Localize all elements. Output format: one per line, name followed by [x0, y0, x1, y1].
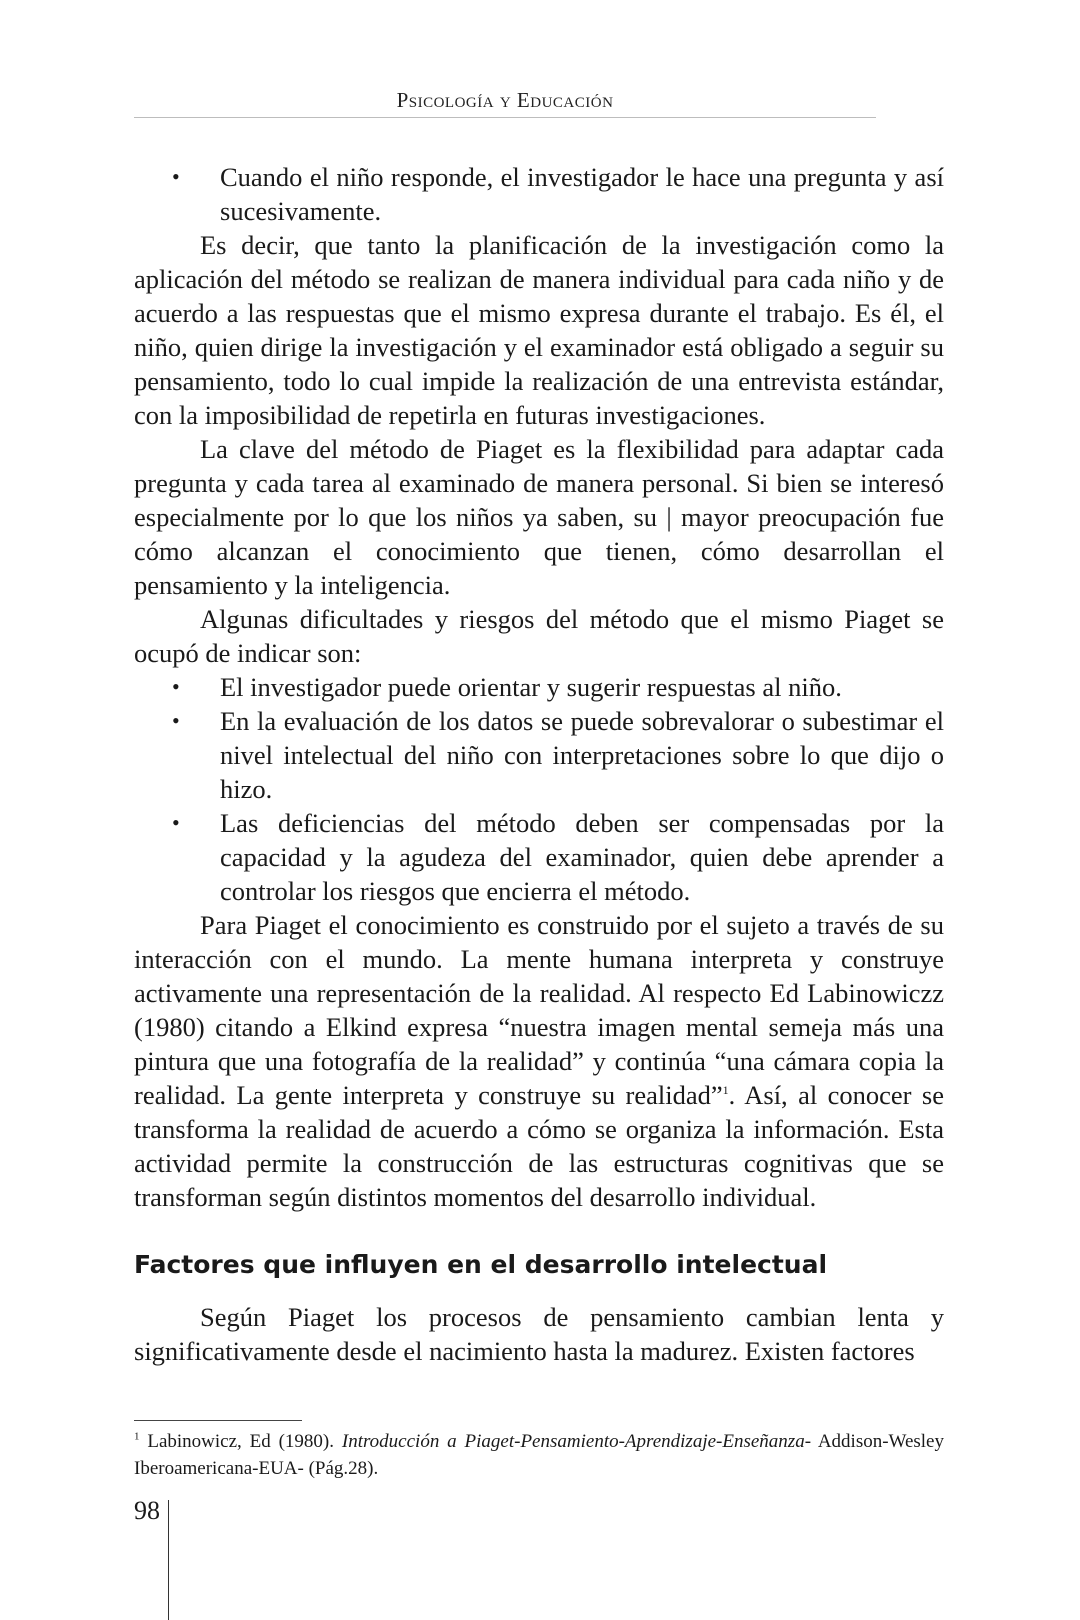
- list-item-text: Las deficiencias del método deben ser compensadas por la capacidad y la agudeza del examinador, quien debe aprender a controlar los riesgos que encierra el método.: [220, 808, 944, 906]
- page-number-rule: [168, 1500, 169, 1620]
- list-item: [134, 704, 944, 806]
- footnote-marker: 1: [134, 1430, 140, 1443]
- section-heading: Factores que influyen en el desarrollo intelectual: [134, 1250, 828, 1279]
- list-item: [134, 160, 944, 228]
- paragraph-text-continued: . Así, al conocer se transforma la realidad de acuerdo a cómo se organiza la información. Esta actividad permite la construcción de las estructuras cognitivas que se transforman según distintos momentos del desarrollo individual.: [134, 1080, 944, 1212]
- footnote-title: Introducción a Piaget-Pensamiento-Aprendizaje-Enseñanza-: [341, 1431, 812, 1452]
- bullet-icon: •: [172, 164, 180, 189]
- bullet-icon: •: [172, 708, 180, 733]
- list-item-text: El investigador puede orientar y sugerir respuestas al niño.: [220, 672, 842, 702]
- footnote-divider: [134, 1420, 302, 1421]
- paragraph: Algunas dificultades y riesgos del método que el mismo Piaget se ocupó de indicar son:: [134, 604, 944, 668]
- footnote-publisher: Addison-Wesley Iberoamericana-EUA- (Pág.28).: [134, 1431, 944, 1479]
- running-head: Psicología y Educación: [396, 88, 614, 112]
- footnote-reference[interactable]: 1: [722, 1083, 729, 1098]
- list-item: [134, 670, 944, 704]
- section-paragraph: Según Piaget los procesos de pensamiento cambian lenta y significativamente desde el nacimiento hasta la madurez. Existen factores: [134, 1302, 944, 1366]
- bullet-list-risks: [134, 670, 944, 908]
- bullet-icon: •: [172, 810, 180, 835]
- list-item: [134, 806, 944, 908]
- bullet-icon: •: [172, 674, 180, 699]
- page-number: 98: [134, 1496, 160, 1525]
- paragraph-with-footnote-ref: [134, 908, 944, 1214]
- list-item-text: Cuando el niño responde, el investigador le hace una pregunta y así sucesivamente.: [220, 162, 944, 226]
- footnote-author: Labinowicz, Ed (1980).: [147, 1431, 342, 1452]
- header-divider: [134, 117, 876, 118]
- footnote: [134, 1428, 944, 1482]
- paragraph: La clave del método de Piaget es la flexibilidad para adaptar cada pregunta y cada tarea al examinado de manera personal. Si bien se interesó especialmente por lo que los niños ya saben, su | mayor preocupación fue cómo alcanzan el conocimiento que tienen, cómo desarrollan el pensamiento y la inteligencia.: [134, 434, 944, 600]
- page-body: [134, 160, 944, 1368]
- paragraph-text: Para Piaget el conocimiento es construido por el sujeto a través de su interacción con el mundo. La mente humana interpreta y construye activamente una representación de la realidad. Al respecto Ed Labinowiczz (1980) citando a Elkind expresa “nuestra imagen mental semeja más una pintura que una fotografía de la realidad” y continúa “una cámara copia la realidad. La gente interpreta y construye su realidad”: [134, 910, 944, 1110]
- paragraph: Es decir, que tanto la planificación de la investigación como la aplicación del método se realizan de manera individual para cada niño y de acuerdo a las respuestas que el mismo expresa durante el trabajo. Es él, el niño, quien dirige la investigación y el examinador está obligado a seguir su pensamiento, todo lo cual impide la realización de una entrevista estándar, con la imposibilidad de repetirla en futuras investigaciones.: [134, 230, 944, 430]
- list-item-text: En la evaluación de los datos se puede sobrevalorar o subestimar el nivel intelectual del niño con interpretaciones sobre lo que dijo o hizo.: [220, 706, 944, 804]
- bullet-list-top: [134, 160, 944, 228]
